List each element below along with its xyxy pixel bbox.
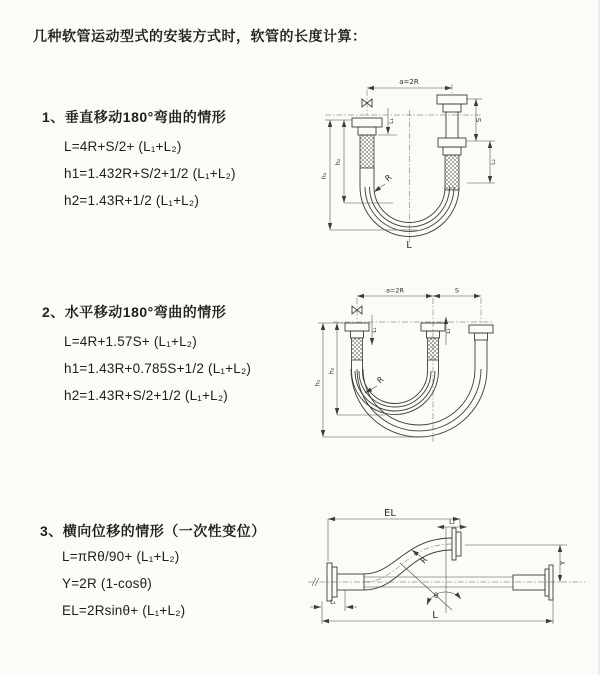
section-1-formula-h1: h1=1.432R+S/2+1/2 (L₁+L₂) xyxy=(64,166,236,181)
radius-callout xyxy=(412,550,430,565)
section-2-formula-h1: h1=1.43R+0.785S+1/2 (L₁+L₂) xyxy=(64,361,252,376)
left-flange xyxy=(352,118,382,168)
dim-label-l2: L₂ xyxy=(449,519,455,526)
dim-label-l1: L₁ xyxy=(372,327,378,333)
angle-label: θ xyxy=(433,592,439,600)
dimension-h2 xyxy=(328,323,386,415)
dim-label-l2: L₂ xyxy=(446,328,452,334)
radius-label: R xyxy=(383,172,394,184)
dim-label-h2: h₂ xyxy=(327,367,336,375)
dimension-h1 xyxy=(314,323,420,437)
dim-label-el: EL xyxy=(384,508,396,519)
dim-label-h1: h₁ xyxy=(320,172,328,180)
section-1-formula-L: L=4R+S/2+ (L₁+L₂) xyxy=(64,139,182,154)
dim-label-h1: h₁ xyxy=(313,379,322,387)
dimension-el xyxy=(328,508,460,561)
dimension-l2 xyxy=(437,519,467,527)
dimension-l1 xyxy=(378,108,397,135)
dim-label-l1: L₁ xyxy=(330,599,336,606)
dim-label-a2r: a=2R xyxy=(399,78,419,86)
section-3-formula-EL: EL=2Rsinθ+ (L₁+L₂) xyxy=(62,603,186,618)
section-1-heading: 1、垂直移动180°弯曲的情形 xyxy=(42,109,227,125)
section-2-formula-L: L=4R+1.57S+ (L₁+L₂) xyxy=(64,334,197,349)
dim-label-h2: h₂ xyxy=(334,158,342,166)
section-3-formula-L: L=πRθ/90+ (L₁+L₂) xyxy=(62,549,180,564)
dimension-a2r xyxy=(367,78,452,88)
hose-inner-u xyxy=(352,360,439,414)
dim-label-l1: L₁ xyxy=(388,118,395,124)
centerlines xyxy=(308,578,585,586)
radius-callout xyxy=(365,375,386,393)
radius-label: R xyxy=(418,555,430,566)
section-3-formula-Y: Y=2R (1-cosθ) xyxy=(62,576,153,591)
dim-label-y: Y xyxy=(559,560,567,566)
dimension-y xyxy=(465,545,567,582)
radius-label: R xyxy=(375,374,386,386)
hose-original-position xyxy=(364,565,553,600)
dimension-l2 xyxy=(467,141,497,183)
dim-label-l2: L₂ xyxy=(490,159,497,165)
left-flange xyxy=(345,323,369,360)
dim-label-s: S xyxy=(475,117,483,123)
page-title: 几种软管运动型式的安装方式时，软管的长度计算： xyxy=(33,28,367,44)
section-2-formula-h2: h2=1.43R+S/2+1/2 (L₁+L₂) xyxy=(64,388,228,403)
dimension-l1 xyxy=(372,315,378,345)
section-2-heading: 2、水平移动180°弯曲的情形 xyxy=(42,304,227,320)
dimension-l2 xyxy=(446,317,452,345)
diagram-lateral-displacement xyxy=(305,505,595,660)
middle-flange xyxy=(421,323,445,360)
dim-label-s: S xyxy=(454,286,460,295)
hose-outer-u xyxy=(351,340,487,437)
right-flanges xyxy=(437,95,467,190)
dimension-s xyxy=(467,99,495,141)
dimension-s xyxy=(433,287,481,297)
dim-label-l: L xyxy=(432,610,438,621)
length-label: L xyxy=(406,240,412,251)
dim-label-a2r: a=2R xyxy=(385,286,405,295)
diagram-vertical-180-bend xyxy=(305,70,595,260)
radius-callout xyxy=(374,173,394,192)
section-3-heading: 3、横向位移的情形（一次性变位） xyxy=(40,523,266,539)
diagram-horizontal-180-bend xyxy=(315,283,595,448)
dimension-a2r xyxy=(357,287,433,297)
section-1-formula-h2: h2=1.43R+1/2 (L₁+L₂) xyxy=(64,193,200,208)
right-flange xyxy=(469,325,493,340)
hose-displaced-position xyxy=(364,528,461,590)
dimension-l1 xyxy=(310,590,357,611)
